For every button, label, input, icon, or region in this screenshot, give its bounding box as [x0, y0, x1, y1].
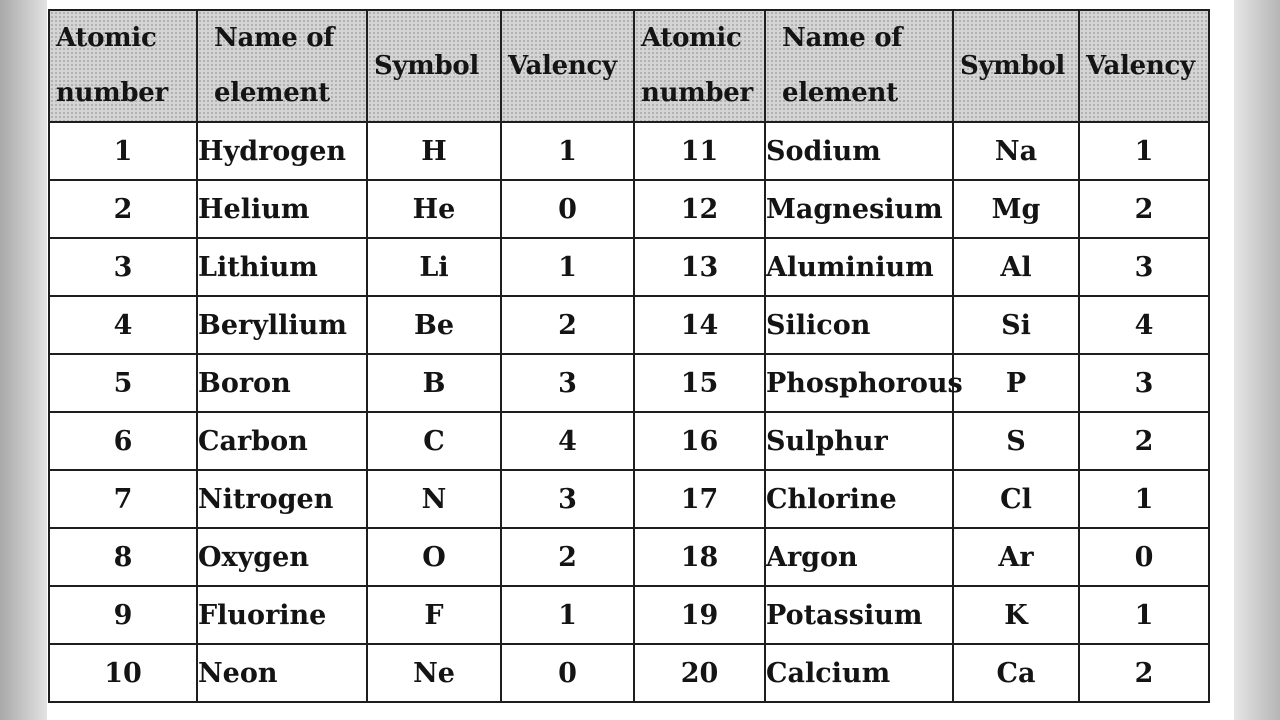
element-name-cell: Helium — [197, 180, 367, 238]
table-row — [49, 354, 1209, 412]
atomic-number-cell: 11 — [634, 122, 765, 180]
symbol-cell: O — [367, 528, 501, 586]
symbol-cell: Be — [367, 296, 501, 354]
element-name-cell: Boron — [197, 354, 367, 412]
left-margin — [0, 0, 47, 720]
atomic-number-cell: 17 — [634, 470, 765, 528]
valency-cell: 3 — [1079, 354, 1209, 412]
element-name-cell: Fluorine — [197, 586, 367, 644]
atomic-number-cell: 3 — [49, 238, 197, 296]
element-name-cell: Magnesium — [765, 180, 953, 238]
symbol-cell: P — [953, 354, 1079, 412]
valency-cell: 4 — [501, 412, 634, 470]
atomic-number-cell: 15 — [634, 354, 765, 412]
table-row — [49, 180, 1209, 238]
element-name-cell: Potassium — [765, 586, 953, 644]
element-name-cell: Sulphur — [765, 412, 953, 470]
valency-cell: 2 — [1079, 412, 1209, 470]
header-symbol: Symbol — [367, 10, 501, 122]
valency-cell: 1 — [1079, 470, 1209, 528]
table-row — [49, 528, 1209, 586]
element-name-cell: Oxygen — [197, 528, 367, 586]
header-valency: Valency — [501, 10, 634, 122]
header-element-name: Name of element — [197, 10, 367, 122]
header-row — [49, 10, 1209, 122]
valency-cell: 2 — [1079, 644, 1209, 702]
table-row — [49, 412, 1209, 470]
symbol-cell: Na — [953, 122, 1079, 180]
atomic-number-cell: 1 — [49, 122, 197, 180]
atomic-number-cell: 18 — [634, 528, 765, 586]
element-name-cell: Chlorine — [765, 470, 953, 528]
atomic-number-cell: 6 — [49, 412, 197, 470]
symbol-cell: Cl — [953, 470, 1079, 528]
symbol-cell: He — [367, 180, 501, 238]
symbol-cell: Li — [367, 238, 501, 296]
table-row — [49, 470, 1209, 528]
symbol-cell: B — [367, 354, 501, 412]
symbol-cell: Si — [953, 296, 1079, 354]
atomic-number-cell: 2 — [49, 180, 197, 238]
valency-cell: 0 — [501, 644, 634, 702]
element-name-cell: Hydrogen — [197, 122, 367, 180]
table-body — [49, 122, 1209, 702]
valency-cell: 3 — [501, 354, 634, 412]
table-row — [49, 296, 1209, 354]
atomic-number-cell: 20 — [634, 644, 765, 702]
atomic-number-cell: 10 — [49, 644, 197, 702]
element-name-cell: Calcium — [765, 644, 953, 702]
element-name-cell: Argon — [765, 528, 953, 586]
header-symbol-2: Symbol — [953, 10, 1079, 122]
valency-cell: 1 — [501, 238, 634, 296]
atomic-number-cell: 13 — [634, 238, 765, 296]
atomic-number-cell: 12 — [634, 180, 765, 238]
valency-cell: 0 — [501, 180, 634, 238]
header-atomic-number: Atomic number — [49, 10, 197, 122]
symbol-cell: C — [367, 412, 501, 470]
atomic-number-cell: 7 — [49, 470, 197, 528]
header-atomic-number-2: Atomic number — [634, 10, 765, 122]
symbol-cell: F — [367, 586, 501, 644]
header-element-name-2: Name of element — [765, 10, 953, 122]
atomic-number-cell: 4 — [49, 296, 197, 354]
right-margin — [1234, 0, 1280, 720]
symbol-cell: N — [367, 470, 501, 528]
symbol-cell: Ne — [367, 644, 501, 702]
table-row — [49, 122, 1209, 180]
table-row — [49, 586, 1209, 644]
valency-cell: 2 — [501, 528, 634, 586]
valency-cell: 1 — [501, 122, 634, 180]
element-name-cell: Nitrogen — [197, 470, 367, 528]
element-name-cell: Sodium — [765, 122, 953, 180]
symbol-cell: Al — [953, 238, 1079, 296]
valency-cell: 3 — [1079, 238, 1209, 296]
element-name-cell: Lithium — [197, 238, 367, 296]
table-row — [49, 238, 1209, 296]
symbol-cell: S — [953, 412, 1079, 470]
valency-cell: 1 — [501, 586, 634, 644]
symbol-cell: Ar — [953, 528, 1079, 586]
valency-cell: 2 — [1079, 180, 1209, 238]
atomic-number-cell: 14 — [634, 296, 765, 354]
header-valency-2: Valency — [1079, 10, 1209, 122]
valency-cell: 2 — [501, 296, 634, 354]
element-name-cell: Silicon — [765, 296, 953, 354]
element-name-cell: Carbon — [197, 412, 367, 470]
atomic-number-cell: 19 — [634, 586, 765, 644]
atomic-number-cell: 5 — [49, 354, 197, 412]
symbol-cell: Ca — [953, 644, 1079, 702]
element-name-cell: Phosphorous — [765, 354, 953, 412]
atomic-number-cell: 9 — [49, 586, 197, 644]
element-name-cell: Neon — [197, 644, 367, 702]
table-row — [49, 644, 1209, 702]
valency-cell: 4 — [1079, 296, 1209, 354]
atomic-number-cell: 16 — [634, 412, 765, 470]
symbol-cell: K — [953, 586, 1079, 644]
valency-cell: 1 — [1079, 586, 1209, 644]
atomic-number-cell: 8 — [49, 528, 197, 586]
valency-cell: 3 — [501, 470, 634, 528]
element-name-cell: Beryllium — [197, 296, 367, 354]
symbol-cell: H — [367, 122, 501, 180]
valency-cell: 0 — [1079, 528, 1209, 586]
elements-table — [48, 9, 1210, 703]
element-name-cell: Aluminium — [765, 238, 953, 296]
symbol-cell: Mg — [953, 180, 1079, 238]
valency-cell: 1 — [1079, 122, 1209, 180]
